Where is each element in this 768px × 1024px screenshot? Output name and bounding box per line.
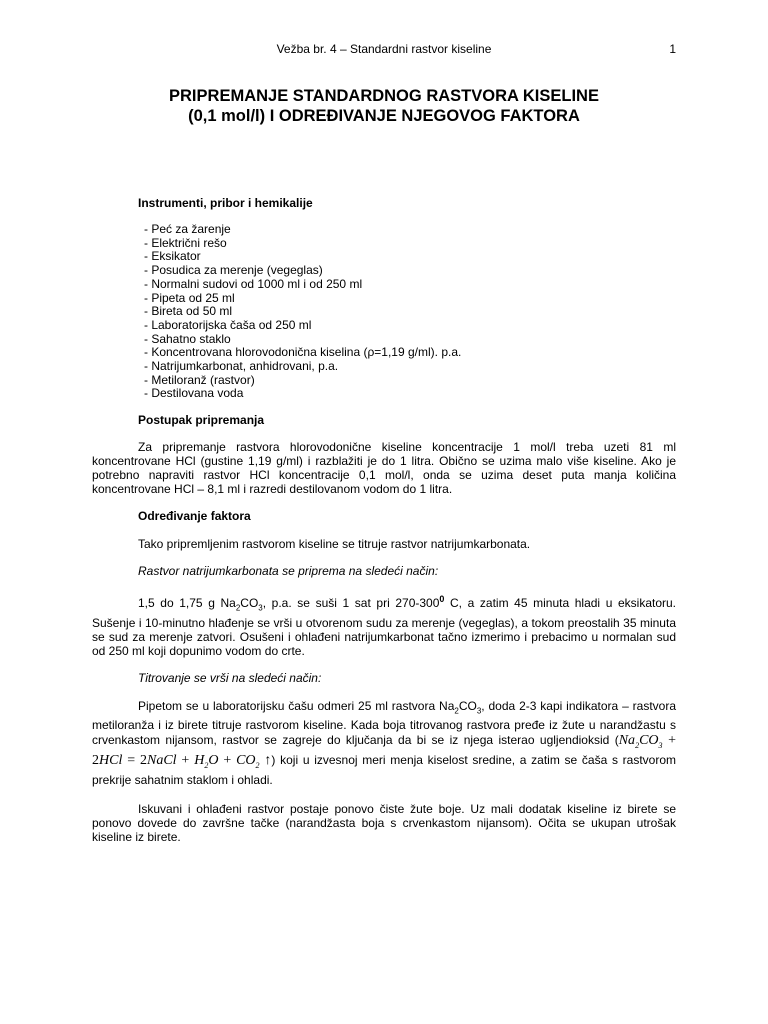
instruments-list (92, 223, 676, 401)
list-item: - Posudica za merenje (vegeglas) (144, 263, 323, 278)
list-item: - Električni rešo (144, 235, 227, 250)
eq-term: H (194, 752, 205, 768)
text-run: ) koji u izvesnoj meri menja kiselost sredine, a zatim se čaša s rastvorom prekrije sahatnim staklom i ohladi. (92, 752, 676, 787)
subscript: 3 (476, 705, 482, 715)
document-body (92, 196, 676, 844)
subscript: 2 (635, 740, 640, 750)
page-number: 1 (669, 42, 676, 56)
eq-term: CO (236, 752, 256, 768)
list-item: - Koncentrovana hlorovodonična kiselina (ρ=1,19 g/ml). p.a. (144, 345, 462, 360)
text-run: Pipetom se u laboratorijsku čašu odmeri 25 ml rastvora Na (138, 698, 455, 713)
list-item: - Natrijumkarbonat, anhidrovani, p.a. (144, 359, 339, 374)
subscript: 2 (235, 603, 241, 613)
procedure-heading: Postupak pripremanja (138, 413, 265, 428)
up-arrow-icon: ↑ (259, 752, 272, 768)
eq-operator: + (176, 752, 195, 768)
eq-operator: + (218, 752, 237, 768)
list-item: - Laboratorijska čaša od 250 ml (144, 317, 312, 332)
paragraph-titration (92, 699, 676, 788)
list-item: - Destilovana voda (144, 386, 244, 401)
eq-term: Na (618, 732, 636, 748)
subscript: 3 (258, 603, 263, 613)
list-item: - Bireta od 50 ml (144, 304, 233, 319)
title-line-2: (0,1 mol/l) I ODREĐIVANJE NJEGOVOG FAKTORA (188, 107, 580, 125)
eq-term: HCl (99, 752, 123, 768)
procedure-paragraph: Za pripremanje rastvora hlorovodonične kiseline koncentracije 1 mol/l treba uzeti 81 ml koncentrovane HCl (gustine 1,19 g/ml) i razblažiti je do 1 litra. Obično se uzima malo više kiseline. Ako je potrebno napraviti rastvor HCl koncentracije 0,1 mol/l, onda se uzima deset puta manja količina koncentrovane HCl – 8,1 ml i razredi destilovanom vodom do 1 litra. (92, 440, 676, 497)
subscript: 2 (454, 705, 459, 715)
title-line-1: PRIPREMANJE STANDARDNOG RASTVORA KISELINE (169, 87, 599, 105)
text-run: C, a zatim 45 minuta hladi u eksikatoru. Sušenje i 10-minutno hlađenje se vrši u otvorenom sudu za merenje (vegeglas), a tokom preostalih 35 minuta se sud za merenje zatvori. Osušeni i ohlađeni natrijumkarbonat tačno izmerimo i prebacimo u normalan sud od 250 ml koji dopunimo vodom do crte. (92, 596, 677, 658)
factor-intro: Tako pripremljenim rastvorom kiseline se titruje rastvor natrijumkarbonata. (138, 537, 531, 552)
list-item: - Pipeta od 25 ml (144, 290, 235, 305)
list-item: - Peć za žarenje (144, 222, 231, 236)
list-item: - Sahatno staklo (144, 331, 231, 346)
subscript: 3 (658, 740, 663, 750)
paragraph-final: Iskuvani i ohlađeni rastvor postaje ponovo čiste žute boje. Uz mali dodatak kiseline iz birete se ponovo dovede do završne tačke (narandžasta boja s crvenkastom nijansom). Očita se ukupan utrošak kiseline iz birete. (92, 801, 676, 844)
eq-operator: = 2 (122, 752, 147, 768)
instruments-heading: Instrumenti, pribor i hemikalije (138, 196, 313, 210)
subscript: 2 (255, 760, 260, 770)
list-item: - Eksikator (144, 249, 201, 264)
superscript: 0 (439, 594, 445, 605)
list-item: - Metiloranž (rastvor) (144, 372, 255, 387)
subscript: 2 (204, 760, 209, 770)
eq-term: CO (639, 732, 659, 748)
text-run: CO (458, 698, 477, 713)
subheading-titration: Titrovanje se vrši na sledeći način: (138, 670, 322, 685)
subheading-sodium-carbonate: Rastvor natrijumkarbonata se priprema na sledeći način: (138, 564, 439, 579)
paragraph-drying (92, 592, 676, 657)
list-item: - Normalni sudovi od 1000 ml i od 250 ml (144, 276, 363, 291)
factor-heading: Određivanje faktora (138, 509, 251, 524)
text-run: , p.a. se suši 1 sat pri 270-300 (262, 596, 440, 611)
document-title (92, 86, 676, 126)
text-run: , doda 2-3 kapi indikatora – rastvora metiloranža i iz birete titruje rastvorom kiseline. Kada boja titrovanog rastvora pređe iz žute u narandžastu s crvenkastom nijansom, rastvor se zagreje do ključanja da bi se iz njega isterao ugljendioksid ( (92, 698, 676, 747)
header-title: Vežba br. 4 – Standardni rastvor kiseline (276, 42, 492, 56)
eq-term: NaCl (146, 752, 177, 768)
eq-term: O (208, 752, 219, 768)
eq-operator: + 2 (92, 732, 676, 768)
text-run: 1,5 do 1,75 g Na (138, 596, 236, 611)
text-run: CO (240, 596, 259, 611)
